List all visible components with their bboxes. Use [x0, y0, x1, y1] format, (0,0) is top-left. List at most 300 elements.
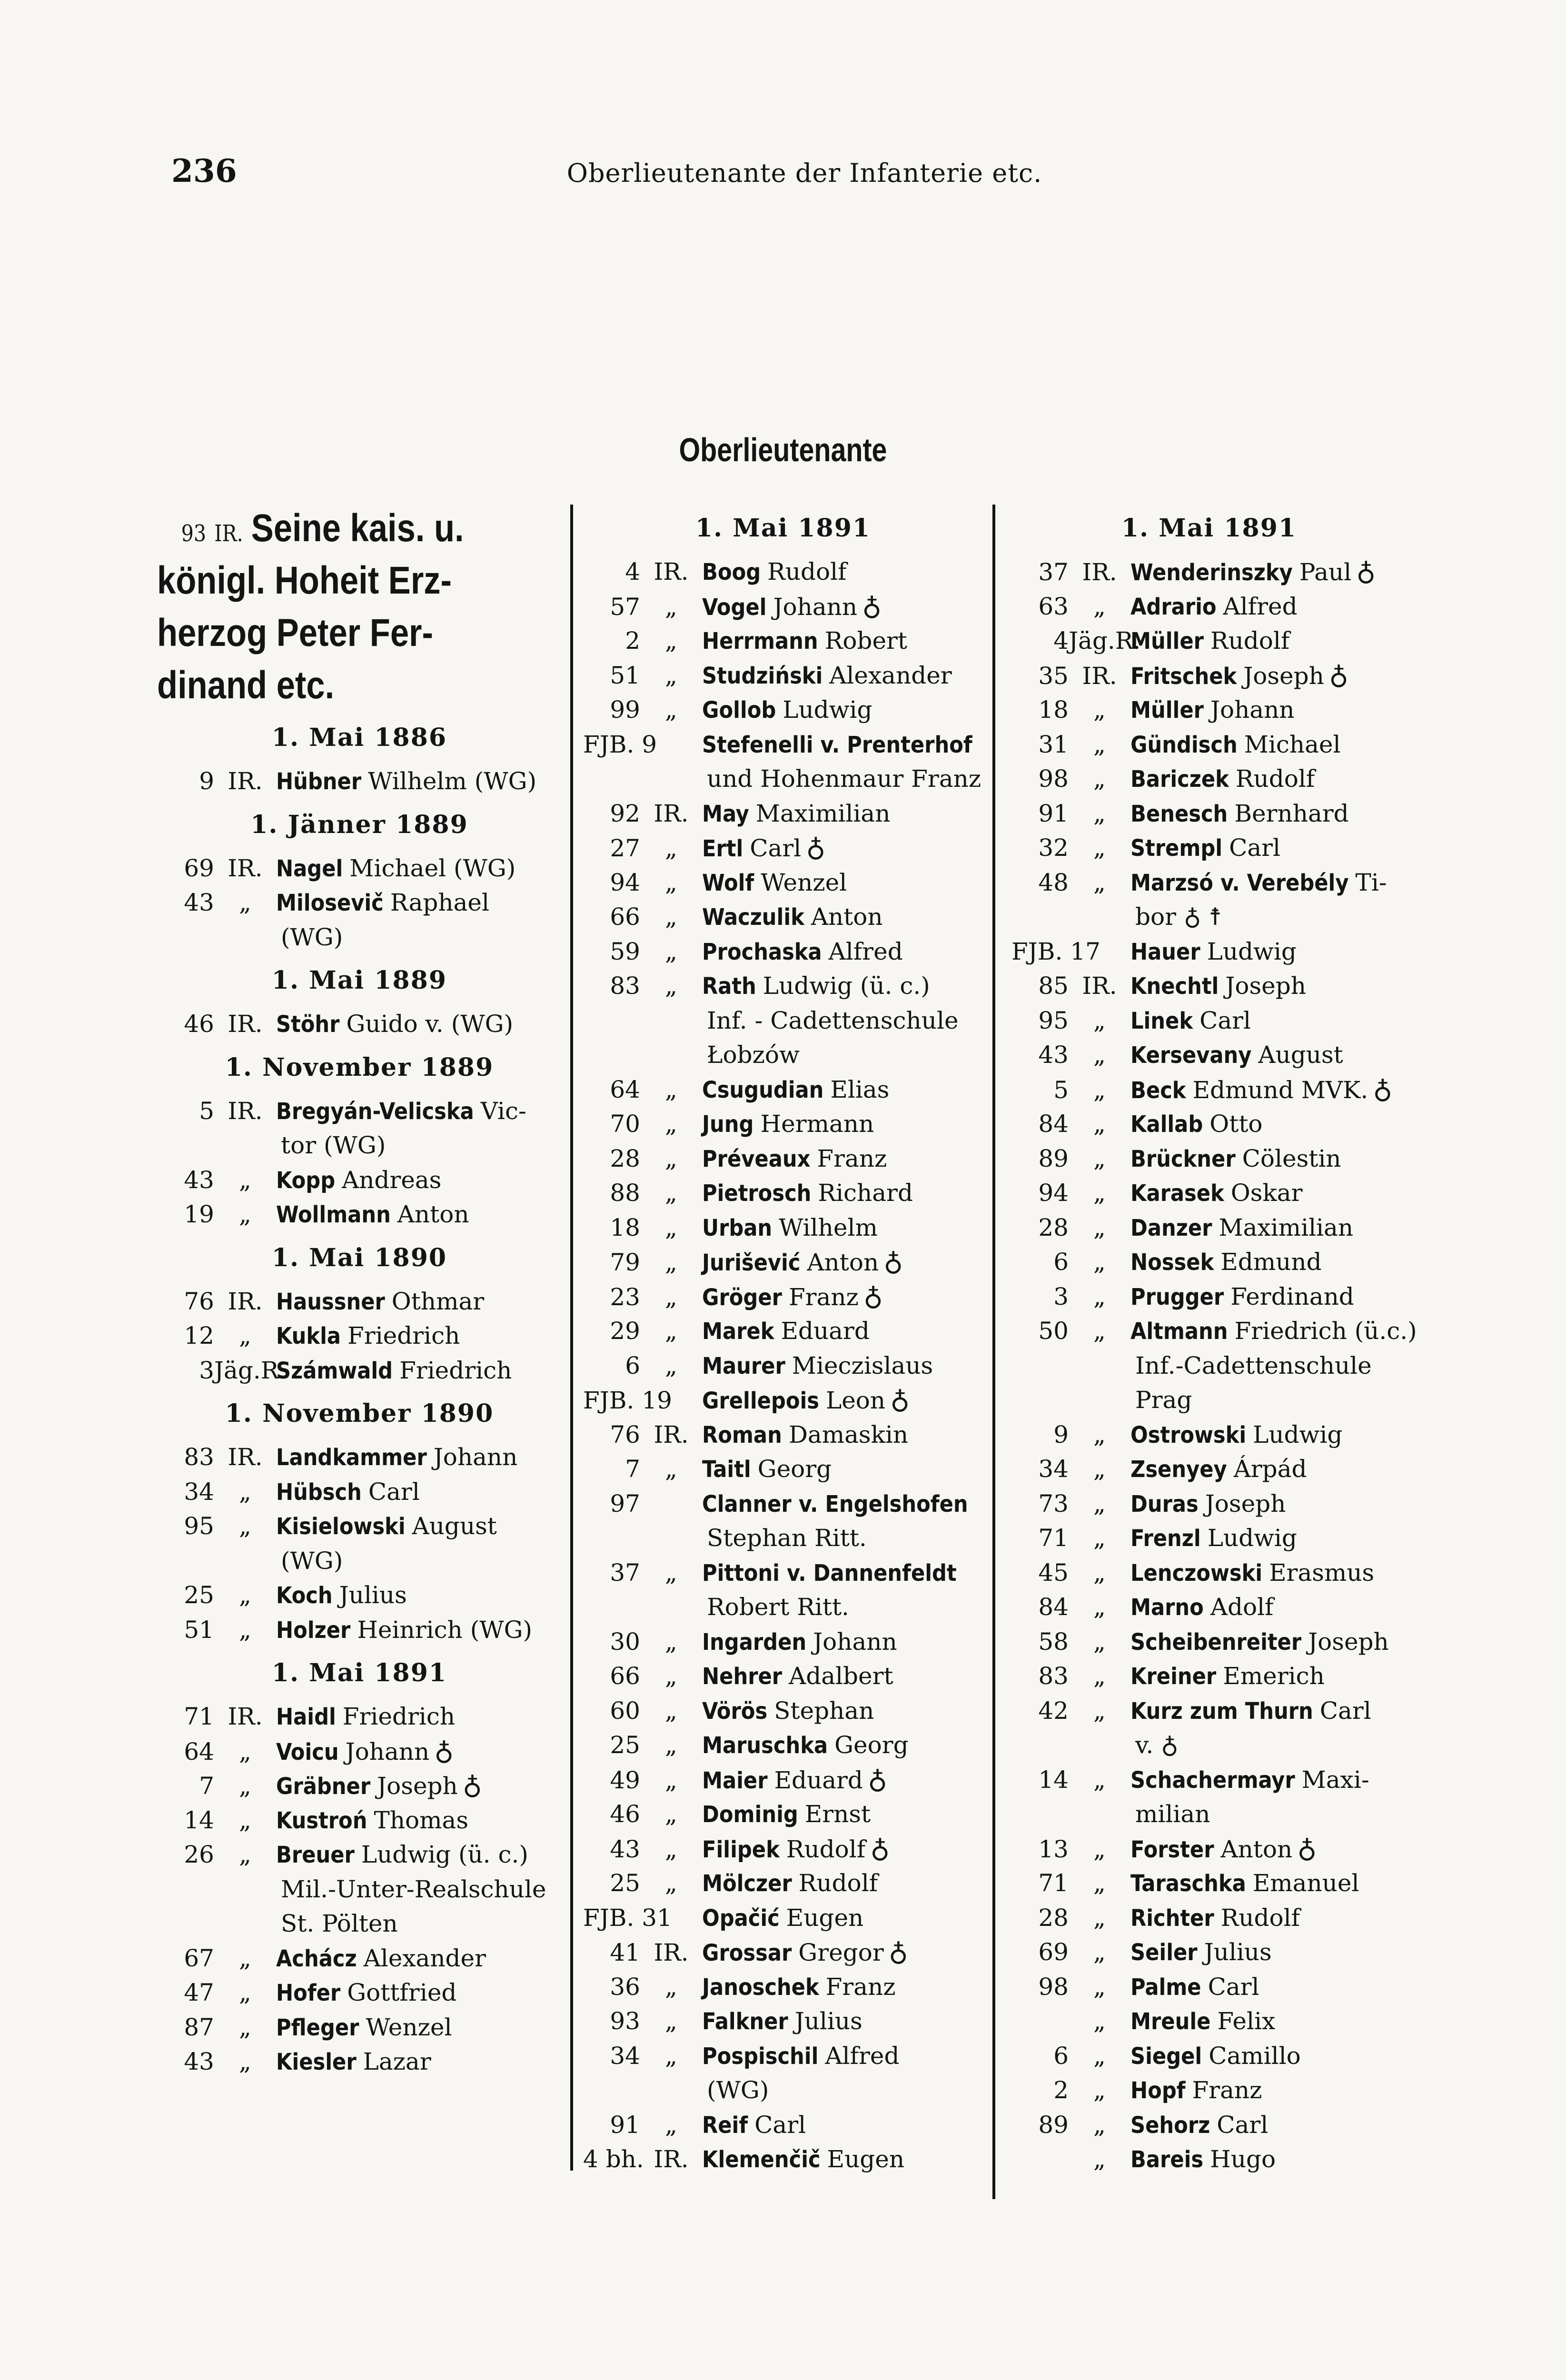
officer-surname: Taitl	[702, 1456, 751, 1483]
officer-entry	[583, 1418, 983, 1452]
officer-given-name: Carl	[1217, 2111, 1269, 2139]
officer-entry	[1011, 796, 1407, 831]
officer-given-name: Ludwig	[1253, 1420, 1343, 1448]
decoration-symbol: ♁	[462, 1770, 482, 1801]
officer-given-name: Edmund	[1220, 1248, 1322, 1276]
officer-surname: Wolf	[702, 869, 754, 896]
unit-label: „	[1093, 2111, 1106, 2139]
officer-given-name: Franz	[1192, 2076, 1262, 2104]
officer-surname: Linek	[1130, 1007, 1193, 1034]
officer-given-name: Ludwig (ü. c.)	[763, 972, 930, 1000]
officer-given-name: Ferdinand	[1230, 1282, 1354, 1310]
regiment-number: 6	[1053, 2042, 1069, 2070]
officer-surname: Vogel	[702, 594, 767, 621]
regiment-number: 45	[1038, 1558, 1069, 1587]
officer-given-name: Árpád	[1233, 1455, 1307, 1483]
unit-label: „	[239, 1322, 251, 1349]
officer-surname: Kurz zum Thurn	[1130, 1697, 1313, 1725]
regiment-number: 41	[610, 1939, 640, 1966]
officer-entry	[1011, 727, 1407, 762]
regiment-number: 7	[199, 1772, 214, 1800]
officer-surname: Pittoni v. Dannenfeldt	[702, 1559, 957, 1587]
officer-surname: Rath	[702, 973, 756, 1000]
officer-surname: Waczulik	[702, 904, 804, 931]
officer-given-name: Rudolf	[1220, 1904, 1300, 1932]
unit-label: IR.	[228, 1443, 263, 1471]
officer-given-name: August	[412, 1512, 497, 1540]
officer-given-name: Friedrich	[342, 1703, 456, 1730]
officer-surname: Kisielowski	[276, 1513, 406, 1540]
unit-label: „	[239, 1737, 251, 1765]
officer-entry	[1011, 658, 1407, 693]
officer-entry	[1011, 1590, 1407, 1625]
officer-given-name: Johann	[1210, 696, 1295, 724]
regiment-number: 95	[1038, 1006, 1069, 1034]
officer-entry	[1011, 1072, 1407, 1107]
officer-surname: Holzer	[276, 1616, 351, 1644]
officer-given-name: Elias	[830, 1075, 890, 1103]
regiment-number: 26	[184, 1841, 214, 1868]
officer-surname: Vörös	[702, 1697, 768, 1725]
officer-surname: Kersevany	[1130, 1042, 1252, 1069]
officer-surname: Gröger	[702, 1284, 782, 1311]
running-title: Oberlieutenante der Infanterie etc.	[566, 158, 1042, 188]
officer-surname: Kustroń	[276, 1807, 367, 1834]
regiment-number: 71	[1038, 1524, 1069, 1552]
decoration-symbol: ♁	[1373, 1073, 1393, 1105]
officer-surname: Milosevič	[276, 890, 384, 916]
officer-surname: Jurišević	[702, 1250, 801, 1276]
regiment-number: 43	[184, 889, 214, 916]
regiment-number: 18	[1038, 696, 1069, 724]
officer-given-name: Ernst	[804, 1800, 871, 1828]
officer-entry	[583, 1279, 983, 1314]
decoration-symbol: ♁	[888, 1936, 908, 1967]
decoration-symbol: ♁	[870, 1833, 890, 1864]
officer-surname: Prochaska	[702, 938, 822, 965]
officer-given-name: Friedrich	[347, 1322, 460, 1349]
officer-entry	[157, 851, 562, 886]
officer-surname: Bareis	[1130, 2146, 1204, 2173]
regiment-number: 88	[610, 1179, 640, 1207]
unit-label: „	[665, 1731, 677, 1759]
decoration-symbol: ♁	[806, 832, 826, 863]
officer-entry-continuation: tor (WG)	[281, 1131, 386, 1159]
unit-label: „	[665, 1835, 677, 1863]
officer-entry	[583, 900, 983, 934]
officer-given-name: Joseph	[377, 1772, 458, 1800]
officer-given-name: Stephan	[774, 1696, 874, 1725]
officer-entry	[583, 1694, 983, 1728]
officer-given-name: Anton	[1220, 1835, 1293, 1863]
officer-entry	[583, 693, 983, 727]
officer-entry-continuation: milian	[1135, 1800, 1210, 1828]
officer-entry	[583, 1452, 983, 1487]
officer-given-name: Maxi-	[1301, 1765, 1369, 1794]
unit-label: IR.	[1082, 972, 1117, 1000]
officer-entry	[1011, 1970, 1407, 2004]
unit-label: „	[239, 1616, 251, 1644]
officer-given-name: Paul	[1299, 558, 1352, 586]
officer-entry	[157, 1699, 562, 1734]
officer-entry	[1011, 1763, 1407, 1797]
officer-surname: Fritschek	[1130, 663, 1237, 690]
unit-label: „	[665, 1249, 677, 1276]
date-heading: 1. Mai 1891	[271, 1658, 447, 1687]
officer-surname: Haussner	[276, 1288, 385, 1315]
officer-surname: Frenzl	[1130, 1525, 1201, 1552]
officer-entry-continuation: und Hohenmaur Franz	[707, 765, 981, 793]
officer-entry	[583, 1141, 983, 1176]
unit-label: „	[239, 1772, 251, 1800]
unit-label: IR.	[654, 1420, 689, 1448]
unit-label: „	[665, 937, 677, 965]
officer-entry	[583, 1556, 983, 1590]
officer-given-name: Rudolf	[767, 558, 847, 585]
unit-label: IR.	[228, 1703, 263, 1730]
officer-surname: Boog	[702, 559, 761, 585]
officer-given-name: Cölestin	[1242, 1144, 1341, 1172]
regiment-number: 49	[610, 1766, 640, 1794]
regiment-number: 4	[625, 558, 640, 585]
officer-given-name: Mieczislaus	[792, 1351, 933, 1379]
regiment-number: 67	[184, 1944, 214, 1972]
officer-given-name: Eugen	[786, 1904, 864, 1932]
officer-given-name: Michael	[1244, 730, 1341, 758]
officer-given-name: Heinrich (WG)	[357, 1616, 533, 1644]
regiment-number: 27	[610, 834, 640, 862]
unit-label: Jäg.R.	[1069, 627, 1141, 654]
unit-label: IR.	[214, 520, 243, 547]
unit-label: „	[1093, 1455, 1106, 1483]
officer-entry	[1011, 2108, 1407, 2142]
running-head	[162, 152, 1447, 195]
officer-surname: Hopf	[1130, 2077, 1186, 2104]
officer-surname: Maurer	[702, 1352, 785, 1379]
regiment-number: 4	[1053, 627, 1069, 654]
officer-entry	[1011, 1521, 1407, 1556]
officer-entry-continuation: St. Pölten	[281, 1910, 398, 1937]
column-2	[583, 502, 983, 2177]
officer-surname: Lenczowski	[1130, 1559, 1263, 1587]
officer-given-name: Wenzel	[761, 868, 847, 896]
officer-entry	[1011, 762, 1407, 796]
officer-entry	[583, 796, 983, 831]
regiment-number: 93	[610, 2007, 640, 2035]
officer-entry	[583, 624, 983, 658]
regiment-number: 76	[184, 1287, 214, 1315]
officer-entry	[1011, 1901, 1407, 1935]
officer-given-name: Alfred	[1223, 592, 1298, 620]
officer-surname: Maruschka	[702, 1732, 828, 1759]
officer-surname: Strempl	[1130, 835, 1223, 862]
decoration-symbol: ♁	[867, 1764, 887, 1795]
column-1	[157, 502, 562, 2079]
officer-entry	[583, 727, 983, 762]
officer-surname: Ertl	[702, 835, 743, 862]
regiment-number: 99	[610, 696, 640, 724]
unit-label: „	[1093, 1041, 1106, 1069]
unit-label: „	[665, 627, 677, 654]
decoration-symbol: ♁	[434, 1735, 454, 1766]
officer-given-name: Othmar	[391, 1287, 485, 1315]
officer-entry-continuation: Stephan Ritt.	[707, 1524, 867, 1552]
unit-label: „	[1093, 1869, 1106, 1897]
unit-label: „	[239, 1512, 251, 1540]
officer-entry	[157, 764, 562, 799]
unit-label: „	[665, 1455, 677, 1483]
unit-label: „	[239, 1200, 251, 1228]
officer-given-name: Adalbert	[789, 1662, 893, 1690]
regiment-number: 71	[1038, 1869, 1069, 1897]
unit-label: „	[239, 2013, 251, 2041]
regiment-number: 6	[1053, 1248, 1069, 1276]
officer-surname: Stefenelli v. Prenterhof	[702, 731, 972, 758]
officer-surname: Grossar	[702, 1940, 792, 1966]
officer-surname: Kopp	[276, 1167, 336, 1194]
officer-surname: Pfleger	[276, 2014, 359, 2041]
officer-entry	[1011, 2039, 1407, 2073]
officer-entry	[1011, 693, 1407, 727]
regiment-number: 51	[610, 661, 640, 689]
officer-surname: Bregyán-Velicska	[276, 1098, 474, 1125]
officer-given-name: Ti-	[1355, 868, 1387, 896]
regiment-number: 28	[1038, 1904, 1069, 1932]
officer-entry	[583, 1970, 983, 2004]
decoration-symbol: ♁	[883, 1246, 903, 1277]
officer-entry	[1011, 1245, 1407, 1279]
officer-surname: Duras	[1130, 1490, 1199, 1517]
officer-surname: Janoschek	[702, 1973, 819, 2001]
officer-given-name: Robert	[824, 627, 908, 654]
regiment-number: 94	[1038, 1179, 1069, 1207]
officer-entry	[583, 1314, 983, 1349]
officer-given-name: Wenzel	[366, 2013, 452, 2041]
date-heading: 1. Jänner 1889	[250, 810, 468, 839]
unit-label: „	[1093, 799, 1106, 827]
officer-entry	[1011, 2073, 1407, 2108]
unit-label: „	[1093, 1282, 1106, 1310]
unit-label: IR.	[1082, 662, 1117, 690]
officer-entry	[1011, 1935, 1407, 1970]
officer-surname: Beck	[1130, 1077, 1186, 1104]
officer-given-name: Ludwig	[783, 696, 872, 724]
unit-label: „	[665, 1973, 677, 2001]
officer-entry	[1011, 1866, 1407, 1901]
regiment-number: 5	[1053, 1076, 1069, 1104]
unit-label: „	[1093, 730, 1106, 758]
regiment-number: 4 bh.	[583, 2145, 644, 2173]
regiment-number: 37	[1038, 558, 1069, 586]
unit-label: „	[1093, 1248, 1106, 1276]
regiment-number: 66	[610, 1662, 640, 1690]
officer-given-name: Friedrich (ü.c.)	[1234, 1317, 1417, 1345]
regiment-number: 84	[1038, 1593, 1069, 1621]
officer-given-name: Carl	[1229, 834, 1281, 862]
officer-entry	[1011, 1314, 1417, 1349]
regiment-number: 92	[610, 799, 640, 827]
unit-label: „	[1093, 696, 1106, 724]
unit-label: „	[1093, 1558, 1106, 1587]
officer-entry	[157, 1941, 562, 1976]
officer-surname: Pietrosch	[702, 1180, 812, 1207]
regiment-number: 76	[610, 1420, 640, 1448]
regiment-number: 98	[1038, 765, 1069, 793]
date-heading: 1. Mai 1891	[1121, 514, 1297, 543]
regiment-number: 91	[610, 2111, 640, 2139]
unit-label: IR.	[228, 854, 263, 882]
date-heading: 1. November 1889	[225, 1052, 494, 1082]
officer-surname: Achácz	[276, 1945, 357, 1972]
regiment-number: 12	[184, 1322, 214, 1349]
officer-surname: Breuer	[276, 1842, 355, 1868]
regiment-number: 47	[184, 1979, 214, 2006]
officer-entry	[157, 2010, 562, 2045]
regiment-number: 70	[610, 1110, 640, 1138]
officer-entry	[583, 831, 983, 865]
regiment-number: 94	[610, 868, 640, 896]
officer-entry	[583, 2142, 983, 2177]
unit-label: IR.	[1082, 558, 1117, 586]
officer-surname: Karasek	[1130, 1180, 1224, 1207]
officer-given-name: Wilhelm	[779, 1213, 878, 1241]
officer-surname: Richter	[1130, 1904, 1214, 1932]
officer-given-name: Otto	[1209, 1110, 1263, 1138]
officer-surname: May	[702, 800, 749, 827]
officer-given-name: Franz	[788, 1283, 859, 1311]
officer-given-name: Vic-	[480, 1097, 526, 1125]
regiment-number: 73	[1038, 1489, 1069, 1517]
unit-label: „	[1093, 1489, 1106, 1517]
officer-given-name: Rudolf	[1235, 765, 1315, 793]
officer-given-name: Carl	[1199, 1006, 1251, 1034]
unit-label: „	[1093, 1144, 1106, 1172]
officer-surname: Urban	[702, 1214, 773, 1241]
unit-label: IR.	[654, 558, 689, 585]
officer-entry	[583, 1763, 983, 1797]
officer-surname: Kukla	[276, 1323, 341, 1349]
officer-given-name: Lazar	[363, 2048, 431, 2075]
officer-given-name: Joseph	[1243, 662, 1324, 690]
unit-label: „	[665, 1144, 677, 1172]
regiment-number: 6	[625, 1351, 640, 1379]
unit-label: „	[239, 1581, 251, 1609]
officer-given-name: Adolf	[1210, 1593, 1274, 1621]
officer-entry	[1011, 1107, 1407, 1141]
officer-given-name: Anton	[811, 903, 883, 931]
regiment-number: 9	[1053, 1420, 1069, 1448]
officer-entry	[1011, 1452, 1407, 1487]
unit-label: „	[665, 972, 677, 1000]
officer-entry	[157, 1768, 562, 1803]
officer-surname: Dominig	[702, 1801, 798, 1828]
officer-given-name: Carl	[754, 2111, 806, 2139]
regiment-number: 42	[1038, 1696, 1069, 1725]
page-number: 236	[171, 152, 237, 189]
officer-entry	[1011, 969, 1407, 1003]
officer-given-name: Ludwig (ü. c.)	[361, 1841, 528, 1868]
officer-surname: Nagel	[276, 855, 343, 882]
officer-surname: Müller	[1130, 697, 1204, 724]
officer-given-name: Camillo	[1209, 2042, 1301, 2070]
unit-label: „	[1093, 1696, 1106, 1725]
officer-given-name: Rudolf	[786, 1835, 866, 1863]
officer-given-name: Carl	[1319, 1696, 1371, 1725]
unit-label: IR.	[654, 2145, 689, 2173]
unit-label: „	[239, 1478, 251, 1506]
unit-label: „	[1093, 1904, 1106, 1932]
officer-entry	[1011, 1418, 1407, 1452]
officer-entry	[583, 1349, 983, 1383]
officer-surname: Csugudian	[702, 1076, 824, 1103]
officer-surname: Hübner	[276, 768, 362, 795]
officer-given-name: Franz	[817, 1144, 887, 1172]
officer-surname: Clanner v. Engelshofen	[702, 1490, 968, 1517]
officer-entry	[1011, 2004, 1407, 2039]
regiment-number: FJB. 31	[583, 1904, 672, 1932]
regiment-number: 57	[610, 593, 640, 621]
unit-label: IR.	[228, 1097, 263, 1125]
officer-entry	[583, 1935, 983, 1970]
unit-label: „	[1093, 1835, 1106, 1863]
regiment-number: 3	[199, 1356, 214, 1384]
unit-label: „	[665, 1800, 677, 1828]
officer-entry	[1011, 1832, 1407, 1866]
officer-surname: Opačić	[702, 1904, 780, 1932]
officer-entry	[1011, 1141, 1407, 1176]
officer-given-name: Anton	[397, 1200, 469, 1228]
officer-surname: Mreule	[1130, 2008, 1211, 2035]
officer-given-name: Erasmus	[1269, 1558, 1375, 1587]
regiment-number: 14	[1038, 1765, 1069, 1794]
unit-label: „	[239, 1806, 251, 1834]
officer-given-name: Andreas	[342, 1166, 442, 1194]
regiment-number: 83	[610, 972, 640, 1000]
officer-given-name: Friedrich	[399, 1356, 512, 1384]
officer-given-name: Johann	[345, 1737, 430, 1765]
officer-entry	[157, 1319, 562, 1353]
unit-label: „	[665, 696, 677, 724]
officer-given-name: Emanuel	[1252, 1869, 1359, 1897]
officer-entry	[1011, 1487, 1407, 1521]
officer-entry	[157, 885, 562, 920]
officer-surname: Számwald	[276, 1357, 393, 1384]
officer-given-name: Anton	[807, 1249, 879, 1276]
officer-given-name: Bernhard	[1234, 799, 1349, 827]
officer-given-name: Alexander	[829, 661, 952, 689]
unit-label: „	[1093, 1179, 1106, 1207]
officer-entry	[583, 969, 983, 1003]
regiment-number: 35	[1038, 662, 1069, 690]
unit-label: „	[239, 1841, 251, 1868]
unit-label: IR.	[654, 799, 689, 827]
unit-label: „	[239, 1979, 251, 2006]
regiment-number: 83	[1038, 1662, 1069, 1690]
officer-given-name: Eugen	[827, 2145, 905, 2173]
column-divider	[570, 505, 573, 2171]
officer-entry	[583, 2039, 983, 2073]
officer-given-name: Julius	[1204, 1938, 1272, 1966]
regiment-number: 71	[184, 1703, 214, 1730]
officer-entry	[1011, 934, 1407, 969]
unit-label: „	[665, 1662, 677, 1690]
section-title: Oberlieutenante	[679, 431, 887, 468]
officer-surname: Nossek	[1130, 1249, 1214, 1276]
column-divider	[992, 505, 995, 2199]
regiment-number: 23	[610, 1283, 640, 1311]
unit-label: „	[1093, 1110, 1106, 1138]
regiment-number: 43	[184, 2048, 214, 2075]
